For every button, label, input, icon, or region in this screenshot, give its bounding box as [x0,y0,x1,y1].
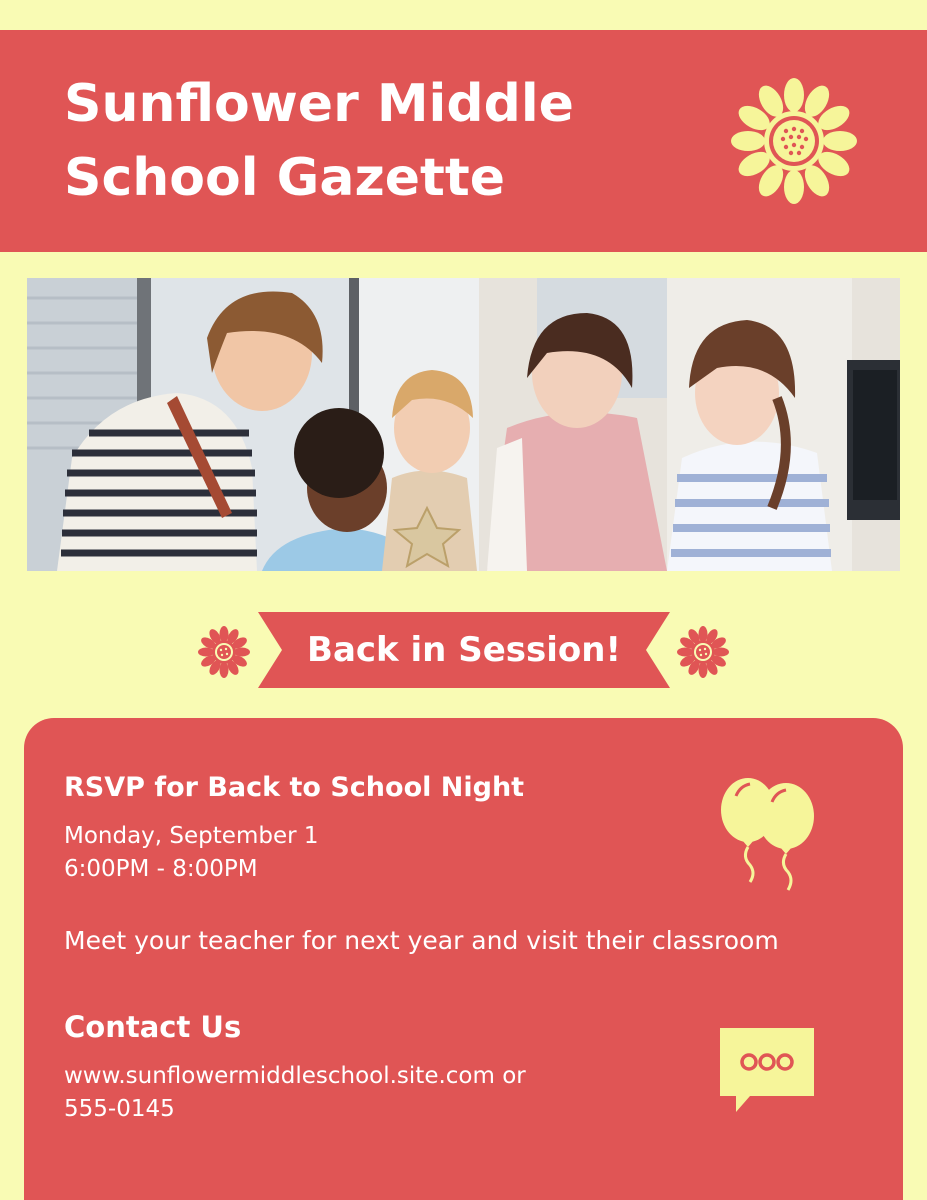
sunflower-icon [198,626,250,678]
contact-website-line[interactable]: www.sunflowermiddleschool.site.com or [64,1063,526,1089]
sunflower-icon [677,626,729,678]
contact-phone[interactable]: 555-0145 [64,1096,175,1122]
students-photo [27,278,900,571]
event-date: Monday, September 1 [64,823,319,849]
balloons-icon [718,774,820,894]
event-time: 6:00PM - 8:00PM [64,856,258,882]
title-line-2: School Gazette [64,148,505,208]
chat-bubble-icon [718,1026,816,1116]
event-description: Meet your teacher for next year and visit their classroom [64,926,779,955]
event-heading: RSVP for Back to School Night [64,772,525,803]
banner-text: Back in Session! [307,630,621,670]
title-line-1: Sunflower Middle [64,74,574,134]
contact-heading: Contact Us [64,1010,242,1044]
sunflower-icon [731,78,857,204]
